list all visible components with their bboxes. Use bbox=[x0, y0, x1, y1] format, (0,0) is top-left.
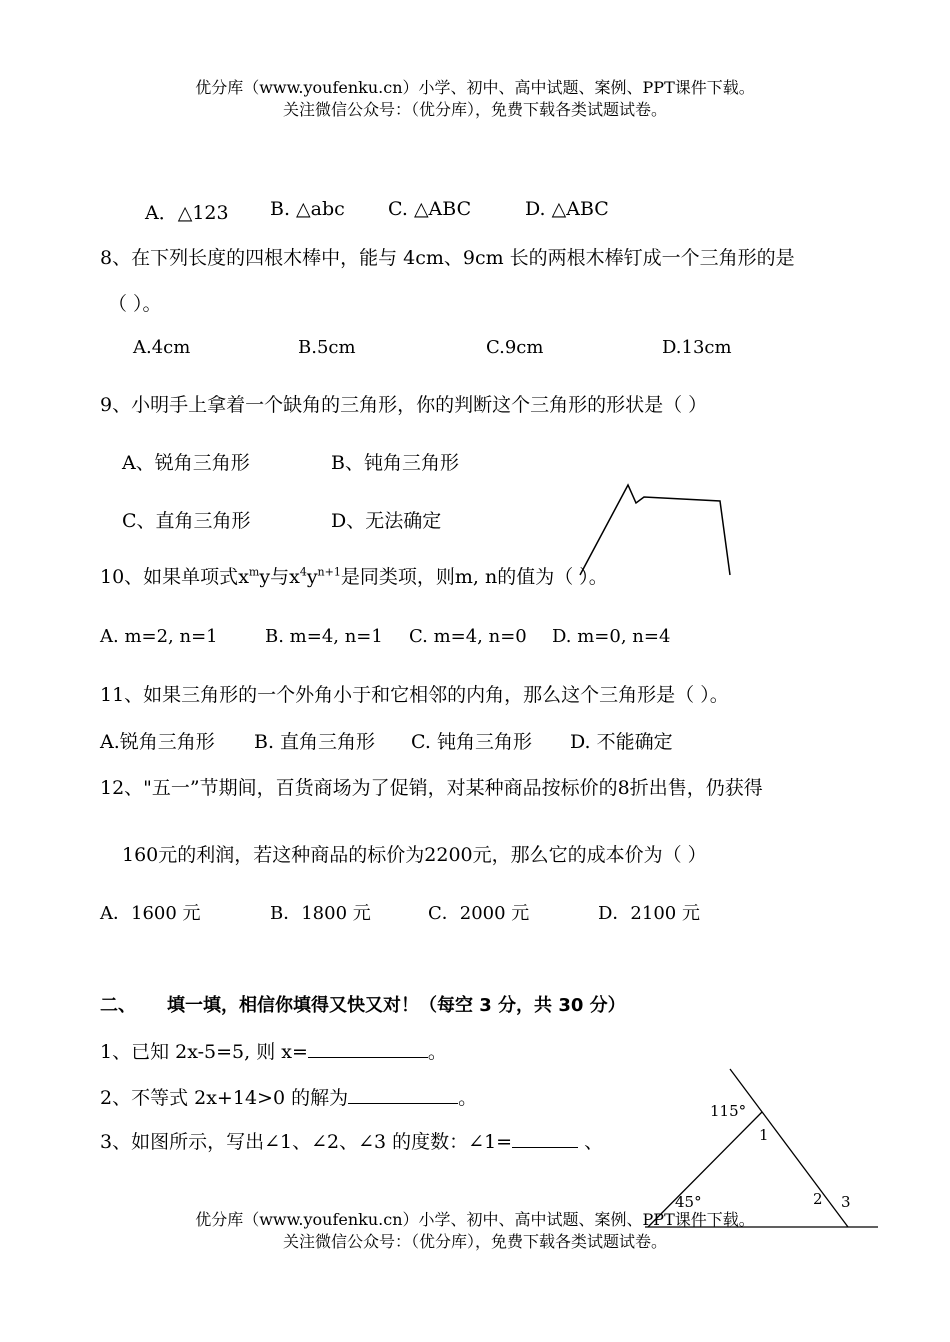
angle-45-label: 45° bbox=[675, 1193, 702, 1211]
q10-x: x bbox=[238, 566, 249, 588]
angle-1-label: 1 bbox=[759, 1126, 769, 1144]
section2-number: 二、 bbox=[100, 995, 136, 1016]
q8-option-b: B.5cm bbox=[298, 337, 356, 358]
q7-option-b: B. △abc bbox=[270, 198, 345, 220]
q12-option-d: D．2100 元 bbox=[598, 903, 700, 924]
q8-stem: 8、在下列长度的四根木棒中，能与 4cm、9cm 长的两根木棒钉成一个三角形的是 bbox=[100, 247, 795, 269]
q11-option-a: A.锐角三角形 bbox=[100, 731, 215, 753]
q10-x2: x bbox=[289, 566, 300, 588]
footer-line-2: 关注微信公众号：（优分库），免费下载各类试题试卷。 bbox=[282, 1232, 667, 1251]
fill3-answer-blank[interactable] bbox=[512, 1129, 578, 1148]
q10-y2: y bbox=[306, 566, 318, 588]
q10-exp-n1: n+1 bbox=[317, 565, 341, 579]
q10-option-b: B. m=4, n=1 bbox=[265, 626, 383, 647]
q12-option-b: B．1800 元 bbox=[270, 903, 371, 924]
q7-option-a: A．△123 bbox=[145, 202, 229, 224]
q8-answer-blank: （ ）。 bbox=[108, 293, 162, 315]
q10-option-a: A. m=2, n=1 bbox=[100, 626, 218, 647]
q12-option-a: A．1600 元 bbox=[100, 903, 201, 924]
fill1-end: 。 bbox=[427, 1041, 447, 1063]
header-line-2: 关注微信公众号：（优分库），免费下载各类试题试卷。 bbox=[282, 100, 667, 119]
section2-title: 填一填，相信你填得又快又对！（每空 3 分，共 30 分） bbox=[167, 995, 626, 1016]
q10-stem bbox=[100, 562, 608, 589]
q10-option-c: C. m=4, n=0 bbox=[409, 626, 527, 647]
fill3-text: 3、如图所示，写出∠1、∠2、∠3 的度数：∠1= bbox=[100, 1131, 513, 1153]
q10-option-d: D. m=0, n=4 bbox=[552, 626, 671, 647]
fill2-question bbox=[100, 1083, 477, 1110]
q10-suffix: 是同类项，则m, n的值为（ ）。 bbox=[340, 566, 608, 588]
q10-prefix: 10、如果单项式 bbox=[100, 566, 239, 588]
fill2-end: 。 bbox=[458, 1087, 478, 1109]
q8-option-a: A.4cm bbox=[133, 337, 191, 358]
fill2-text: 2、不等式 2x+14>0 的解为 bbox=[100, 1087, 349, 1109]
angle-2-label: 2 bbox=[813, 1190, 823, 1208]
fill3-question bbox=[100, 1127, 603, 1154]
header-line-1: 优分库（www.youfenku.cn）小学、初中、高中试题、案例、PPT课件下载。 bbox=[195, 78, 755, 97]
q11-option-c: C. 钝角三角形 bbox=[411, 731, 532, 753]
fill1-question bbox=[100, 1037, 447, 1064]
fill1-answer-blank[interactable] bbox=[308, 1039, 428, 1058]
q11-option-d: D. 不能确定 bbox=[570, 731, 673, 753]
q12-stem-line1: 12、"五一”节期间，百货商场为了促销，对某种商品按标价的8折出售，仍获得 bbox=[100, 777, 763, 799]
fill3-end: 、 bbox=[578, 1131, 604, 1153]
q10-exp-4: 4 bbox=[299, 565, 307, 579]
footer-line-1: 优分库（www.youfenku.cn）小学、初中、高中试题、案例、PPT课件下载。 bbox=[195, 1210, 755, 1229]
angle-115-label: 115° bbox=[710, 1102, 747, 1120]
q9-option-c: C、直角三角形 bbox=[122, 510, 251, 532]
q7-option-d: D. △ABC bbox=[525, 198, 609, 220]
q10-exp-m: m bbox=[248, 565, 260, 579]
angle-3-label: 3 bbox=[841, 1193, 851, 1211]
q10-y: y bbox=[259, 566, 271, 588]
q12-option-c: C．2000 元 bbox=[428, 903, 530, 924]
q10-with: 与 bbox=[270, 566, 290, 588]
q11-stem: 11、如果三角形的一个外角小于和它相邻的内角，那么这个三角形是（ ）。 bbox=[100, 684, 729, 706]
fill2-answer-blank[interactable] bbox=[348, 1085, 458, 1104]
q9-option-b: B、钝角三角形 bbox=[331, 452, 459, 474]
fill1-text: 1、已知 2x-5=5, 则 x= bbox=[100, 1041, 308, 1063]
q12-stem-line2: 160元的利润，若这种商品的标价为2200元，那么它的成本价为（ ） bbox=[122, 844, 707, 866]
q9-stem: 9、小明手上拿着一个缺角的三角形，你的判断这个三角形的形状是（ ） bbox=[100, 394, 708, 416]
q9-option-a: A、锐角三角形 bbox=[122, 452, 250, 474]
q8-option-c: C.9cm bbox=[486, 337, 544, 358]
q9-option-d: D、无法确定 bbox=[331, 510, 442, 532]
q8-option-d: D.13cm bbox=[662, 337, 732, 358]
q11-option-b: B. 直角三角形 bbox=[254, 731, 376, 753]
q7-option-c: C. △ABC bbox=[388, 198, 472, 220]
